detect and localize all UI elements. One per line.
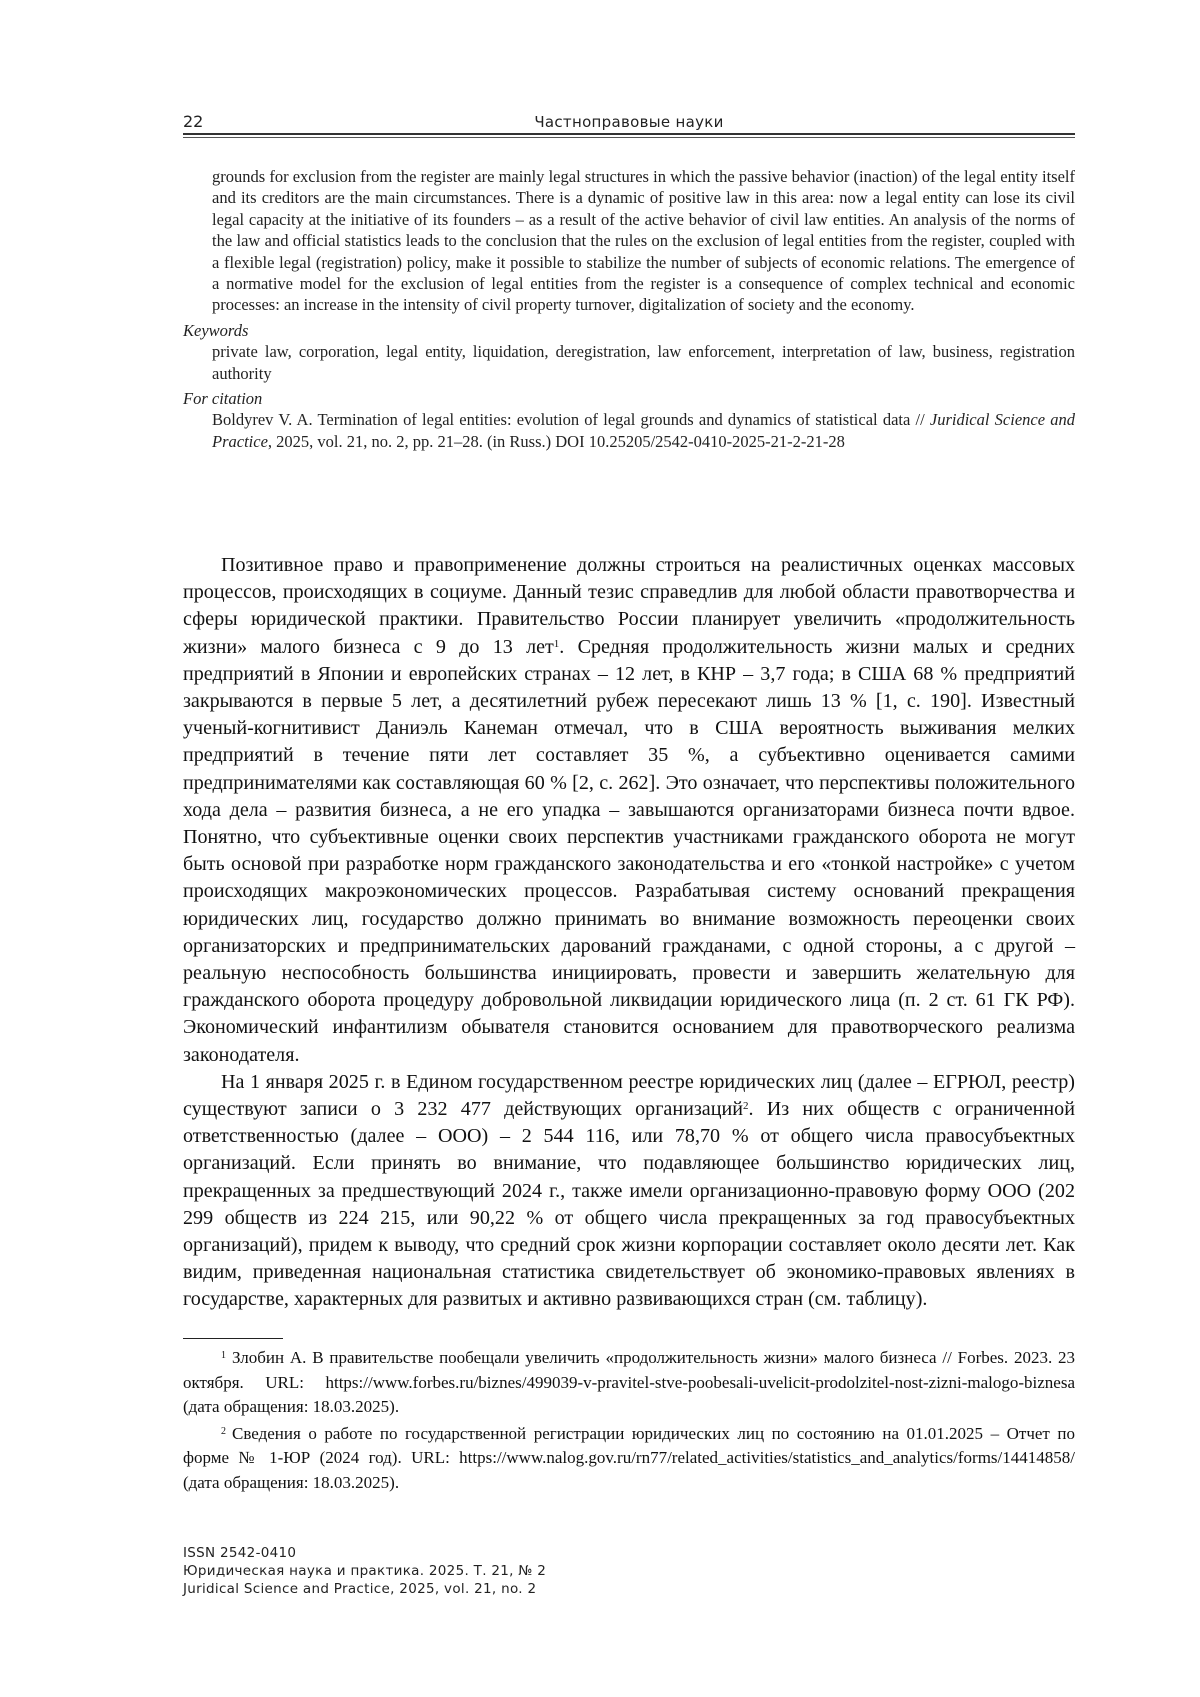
citation-journal: Juridical Science and Practice	[212, 410, 1076, 451]
abstract-text: grounds for exclusion from the register are mainly legal structures in which the passive behavior (inaction) of the legal entity itself and its creditors are the main circumstances. There is a dynamic of positive law in this area: now a legal entity can lose its civil legal capacity at the initiative of its founders – as a result of the active behavior of civil law entities. An analysis of the norms of the law and official statistics leads to the conclusion that the rules on the exclusion of legal entities from the register, coupled with a flexible legal (registration) policy, make it possible to stabilize the number of subjects of economic relations. The emergence of a normative model for the exclusion of legal entities from the register is a consequence of complex technical and economic processes: an increase in the intensity of civil property turnover, digitalization of society and the economy.	[212, 167, 1075, 315]
footnote-separator	[183, 1338, 283, 1339]
page-footer	[183, 1544, 546, 1598]
keywords-label: Keywords	[183, 320, 249, 340]
citation-part2: , 2025, vol. 21, no. 2, pp. 21–28. (in Russ.) DOI 10.25205/2542-0410-2025-21-2-21-28	[267, 431, 845, 451]
header-rule-thick	[183, 133, 1075, 135]
footnote-2	[183, 1422, 1075, 1496]
english-abstract	[183, 166, 1075, 452]
footnote-2-mark: 2	[221, 1425, 226, 1437]
keywords-text: private law, corporation, legal entity, liquidation, deregistration, law enforcement, interpretation of law, business, registration authority	[212, 342, 1075, 383]
body-paragraph-2-part-b: . Из них обществ с ограниченной ответственностью (далее – ООО) – 2 544 116, или 78,70 % от общего числа правосубъектных организаций. Если принять во внимание, что подавляющее большинство юридических лиц, прекращенных за предшествующий 2024 г., также имели организационно-правовую форму ООО (202 299 обществ из 224 215, или 90,22 % от общего числа прекращенных за год правосубъектных организаций), придем к выводу, что средний срок жизни корпорации составляет около десяти лет. Как видим, приведенная национальная статистика свидетельствует об экономико-правовых явлениях в государстве, характерных для развитых и активно развивающихся стран (см. таблицу).	[183, 1098, 1075, 1311]
footnote-1-text: Злобин А. В правительстве пообещали увеличить «продолжительность жизни» малого бизнеса // Forbes. 2023. 23 октября. URL: https://www.forbes.ru/biznes/499039-v-pravitel-stve-poobesali-uvelicit-prodolzitel-nost-zizni-malogo-biznesa (дата обращения: 18.03.2025).	[183, 1348, 1075, 1416]
footnotes	[183, 1346, 1075, 1497]
body-paragraph-1-part-a: Позитивное право и правоприменение должны строиться на реалистичных оценках массовых процессов, происходящих в социуме. Данный тезис справедлив для любой области правотворчества и сферы юридической практики. Правительство России планирует увеличить «продолжительность жизни» малого бизнеса с 9 до 13 лет	[183, 554, 1075, 658]
running-header	[183, 112, 1075, 134]
page-number: 22	[183, 112, 204, 131]
journal-en-line: Juridical Science and Practice, 2025, vol. 21, no. 2	[183, 1581, 537, 1597]
footnote-1-mark: 1	[221, 1350, 226, 1361]
journal-ru-line: Юридическая наука и практика. 2025. Т. 21, № 2	[183, 1563, 547, 1579]
journal-section-title: Частноправовые науки	[534, 113, 724, 131]
article-body	[183, 552, 1075, 1314]
citation-label: For citation	[183, 389, 263, 409]
body-paragraph-1-part-b: . Средняя продолжительность жизни малых и средних предприятий в Японии и европейских странах – 12 лет, в КНР – 3,7 года; в США 68 % предприятий закрываются в первые 5 лет, а десятилетний рубеж пересекают лишь 13 % [1, с. 190]. Известный ученый-когнитивист Даниэль Канеман отмечал, что в США вероятность выживания мелких предприятий в течение пяти лет составляет 35 %, а субъективно оценивается самими предпринимателями как составляющая 60 % [2, с. 262]. Это означает, что перспективы положительного хода дела – развития бизнеса, а не его упадка – завышаются организаторами бизнеса почти вдвое. Понятно, что субъективные оценки своих перспектив участниками гражданского оборота не могут быть основой при разработке норм гражданского законодательства и его «тонкой настройке» с учетом происходящих макроэкономических процессов. Разрабатывая систему оснований прекращения юридических лиц, государство должно принимать во внимание возможность переоценки своих организаторских и предпринимательских дарований гражданами, с одной стороны, а с другой – реальную неспособность большинства инициировать, провести и завершить желательную для гражданского оборота процедуру добровольной ликвидации юридического лица (п. 2 ст. 61 ГК РФ). Экономический инфантилизм обывателя становится основанием для правотворческого реализма законодателя.	[183, 635, 1075, 1066]
issn-line: ISSN 2542-0410	[183, 1545, 297, 1561]
footnote-ref-1: 1	[553, 637, 560, 650]
body-paragraph-2-part-a: На 1 января 2025 г. в Едином государственном реестре юридических лиц (далее – ЕГРЮЛ, реестр) существуют записи о 3 232 477 действующих организаций	[183, 1070, 1075, 1121]
citation-part1: Boldyrev V. A. Termination of legal entities: evolution of legal grounds and dynamics of statistical data //	[212, 410, 930, 430]
footnote-1	[183, 1346, 1075, 1420]
header-rule-thin	[183, 137, 1075, 138]
body-paragraph-1	[183, 552, 1075, 1069]
body-paragraph-2	[183, 1069, 1075, 1314]
citation-text	[212, 409, 1075, 452]
footnote-ref-2: 2	[742, 1100, 749, 1113]
footnote-2-text: Сведения о работе по государственной регистрации юридических лиц по состоянию на 01.01.2025 – Отчет по форме № 1-ЮР (2024 год). URL: https://www.nalog.gov.ru/rn77/related_activities/statistics_and_analytics/forms/14414858/ (дата обращения: 18.03.2025).	[183, 1423, 1075, 1492]
